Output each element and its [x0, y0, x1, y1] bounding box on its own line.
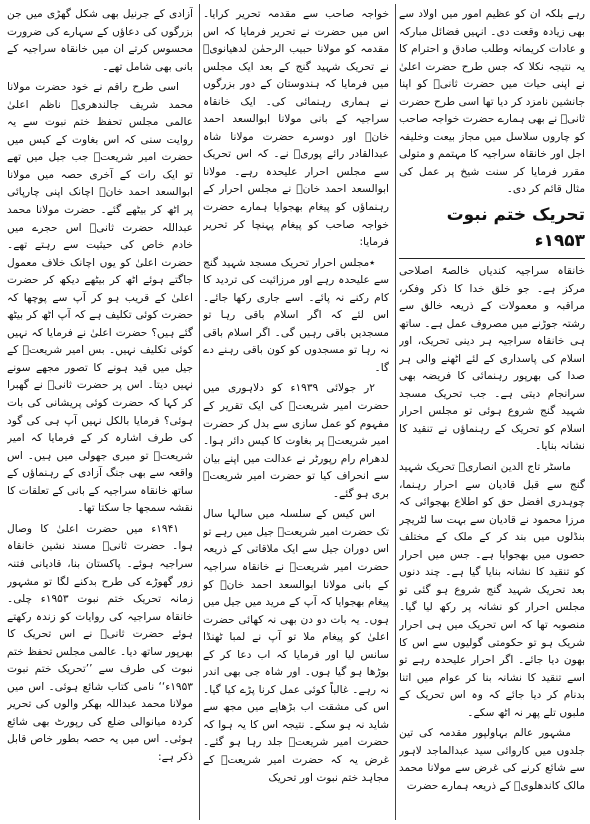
- section-heading: تحریک ختم نبوت ۱۹۵۳ء: [446, 205, 585, 252]
- paragraph: اسی طرح راقم نے خود حضرت مولانا محمد شریف جالندھریؒ ناظم اعلیٰ عالمی مجلس تحفظ ختم نبوت سے یہ روایت سنی کہ اس بغاوت کے کیس میں حضرت امیر شریعتؒ جب جیل میں تھے تو ایک رات کے آخری حصہ میں مولانا ابوالسعد احمد خانؒ اچانک اپنی چارپائی پر اٹھ کر بیٹھے گئے۔ حضرت مولانا محمد عبداللہ حضرت ثانیؒ اس حجرے میں خادم خاص کی حیثیت سے رہتے تھے۔ حضرت اعلیٰ کو یوں اچانک خلاف معمول جاگتے ہوئے اٹھ کر بیٹھے دیکھ کر حضرت اعلیٰ کے قریب ہو کر آپ سے پوچھا کہ حضرت کوئی تکلیف ہے کہ آپ اٹھ کر بیٹھ گئے ہیں؟ حضرت اعلیٰ نے فرمایا کہ نہیں کوئی تکلیف نہیں۔ بس امیر شریعتؒ کے جیل میں قید ہونے کا تصور مجھے سونے نہیں دیتا۔ اس پر حضرت ثانیؒ نے گھبرا کر کہا کہ حضرت کوئی پریشانی کی بات ہوئی؟ فرمایا بالکل نہیں آپ ہی کی گود کی طرف اشارہ کر کے فرمایا کہ امیر شریعتؒ تو میری جھولی میں ہیں۔ اس واقعہ سے بھی جنگ آزادی کے رہنماؤں کے ساتھ خانقاہ سراجیہ کے بانی کے تعلقات کا نقشہ سمجھا جا سکتا تھا۔: [7, 81, 193, 515]
- text-column-left: [7, 6, 193, 818]
- text-column-middle: [203, 6, 389, 818]
- paragraph: خواجہ صاحب سے مقدمہ تحریر کرایا۔ اس میں حضرت نے تحریر فرمایا کہ اس مقدمہ کو مولانا حبیب الرحمٰن لدھیانویؒ نے تحریک شہید گنج کے بعد ایک مجلس میں فرمایا کہ ہندوستان کے دور بزرگوں نے ہماری رہنمائی کی۔ ایک خانقاہ سراجیہ کے بانی مولانا ابوالسعد احمد خانؒ اور دوسرے حضرت مولانا شاہ عبدالقادر رائے پوریؒ نے۔ کہ اس تحریک سے مجلس احرار علیحدہ رہے۔ مولانا ابوالسعد احمد خانؒ نے مجلس احرار کے رہنماؤں کو پیغام بھجوایا ہمارے حضرت خواجہ صاحب کو پیغام پہنچا کر تحریر فرمایا:: [203, 8, 389, 249]
- paragraph: ۱۹۴۱ء میں حضرت اعلیٰ کا وصال ہوا۔ حضرت ثانیؒ مسند نشین خانقاہ سراجیہ ہوئے۔ پاکستان بنا، قادیانی فتنہ زور گھوڑے کی طرح بدکنے لگا تو مشہور زمانہ تحریک ختم نبوت ۱۹۵۳ء چلی۔ خانقاہ سراجیہ کی روایات کو زندہ رکھتے ہوئے حضرت ثانیؒ نے اس تحریک کا بھرپور ساتھ دیا۔ عالمی مجلس تحفظ ختم نبوت کی طرف سے ’’تحریک ختم نبوت ۱۹۵۳ء‘‘ نامی کتاب شائع ہوئی۔ اس میں مولانا محمد عبداللہ بھکر والوں کی تحریر کردہ میانوالی ضلع کی رپورٹ بھی شائع ہوئی۔ اس میں یہ حصہ بطور خاص قابل ذکر ہے:: [7, 522, 193, 763]
- paragraph: ماسٹر تاج الدین انصاریؒ تحریک شہید گنج سے قبل قادیان سے احرار رہنما، چوہدری افضل حق کو اطلاع بھجوائی کہ مرزا محمود نے قادیان سے بہت سا لٹریچر بنڈلوں میں بند کر کے ملک کے مختلف حصوں میں بھجوایا ہے۔ جس میں احرار کو تنقید کا نشانہ بنایا گیا ہے۔ چند دنوں بعد تحریک شہید گنج شروع ہو گئی تو مجلس احرار کو نشانہ پر رکھ لیا گیا۔ منصوبہ تھا کہ اس تحریک میں ہی احرار شریک ہو تو حکومتی گولیوں سے اس کا بھون دیا جائے۔ اگر احرار علیحدہ رہے تو اسے تنقید کا نشانہ بنا کر عوام میں اتنا بدنام کر دیا جائے کہ وہ اس تحریک کے ملبوں تلے پھر نہ اٹھ سکے۔: [399, 461, 585, 719]
- paragraph: خانقاہ سراجیہ کندیاں خالصۃً اصلاحی مرکز ہے۔ جو خلق خدا کا ذکر وفکر، مراقبہ و معمولات کے ذریعہ خالق سے رشتہ جوڑنے میں مصروف عمل ہے۔ ساتھ ہی خانقاہ سراجیہ ہر دینی تحریک، اور اسلام کی پاسداری کے لئے اٹھنے والی ہر صدا کی بھرپور رہنمائی کا فریضہ بھی سرانجام دیتی ہے۔ جب تحریک مسجد شہید گنج شروع ہوئی تو مجلس احرار اسلام کو تحریک کے رہنماؤں نے تنقید کا نشانہ بنایا۔: [399, 265, 585, 453]
- text-column-right: [399, 6, 585, 818]
- paragraph: آزادی کے جرنیل بھی شکل گھڑی میں جن بزرگوں کی دعاؤں کے سہارے کی ضرورت محسوس کرتے ان میں خانقاہ سراجیہ کے بانی بھی شامل تھے۔: [7, 8, 193, 73]
- column-divider: [395, 4, 396, 820]
- paragraph: رہے بلکہ ان کو عظیم امور میں اولاد سے بھی زیادہ وقعت دی۔ انہیں فضائل مبارکہ و عادات کریمانہ وطلب صادق و احترام کا یہ نتیجہ نکلا کہ جس طرح حضرت اعلیٰ نے اپنی حیات میں حضرت ثانیؒ کو اپنا جانشین نامزد کر دیا تھا اسی طرح حضرت ثانیؒ نے بھی ہمارے حضرت خواجہ صاحب کو چاروں سلاسل میں مجاز بیعت وخلیفہ اجل اور خانقاہ سراجیہ کا مہتمم و متولی مقرر فرمایا کر سنت شیخ پر عمل کی مثال قائم کر دی۔: [399, 8, 585, 196]
- paragraph: مشہور عالم بہاولپور مقدمہ کی تین جلدوں میں کاروائی سید عبدالماجد لاہور سے شائع کرنے کی غرض سے مولانا محمد مالک کاندھلویؒ کے ذریعہ ہمارے حضرت: [399, 727, 585, 792]
- heading-underline: [399, 258, 585, 259]
- paragraph: اس کیس کے سلسلہ میں سالہا سال تک حضرت امیر شریعتؒ جیل میں رہے تو اس دوران جیل سے ایک ملاقاتی کے ذریعہ حضرت امیر شریعتؒ نے خانقاہ سراجیہ کے بانی مولانا ابوالسعد احمد خانؒ کو پیغام بھجوایا کہ آپ کے مرید میں جیل میں ہوں۔ یہ بات دو دن بھی نہ کھائی حضرت اعلیٰ کو پیغام ملا تو آپ نے لمبا ٹھنڈا سانس لیا اور فرمایا کہ اب دعا کر کے بوڑھا ہو گیا ہوں۔ اور شاہ جی بھی اندر نہ رہے۔ غالباً کوئی عمل کرنا پڑے کیا گیا۔ اس کی مشقت اب بڑھاپے میں مجھ سے شاید نہ ہو سکے۔ نتیجہ اس کا یہ ہوا کہ حضرت امیر شریعتؒ جلد رہا ہو گئے۔ غرض یہ کہ حضرت امیر شریعتؒ کے مجاہد ختم نبوت اور تحریک: [203, 508, 389, 784]
- column-divider: [199, 4, 200, 820]
- paragraph: ۲ر جولائی ۱۹۳۹ء کو دلاہوری میں حضرت امیر شریعتؒ کی ایک تقریر کے مفہوم کو عمل سازی سے بدل کر حضرت امیر شریعتؒ پر بغاوت کا کیس دائر ہوا۔ لدھرام رام رپورٹر نے عدالت میں اپنے بیان سے انحراف کیا تو حضرت امیر شریعتؒ بری ہو گئے۔: [203, 382, 389, 500]
- paragraph: ٭مجلس احرار تحریک مسجد شہید گنج سے علیحدہ رہے اور مرزائیت کی تردید کا کام رکنے نہ پائے۔ اسے جاری رکھا جائے۔ اس لئے کہ اگر اسلام باقی رہا تو مسجدیں باقی رہیں گی۔ اگر اسلام باقی نہ رہا تو مسجدوں کو کون باقی رہنے دے گا۔: [203, 256, 389, 374]
